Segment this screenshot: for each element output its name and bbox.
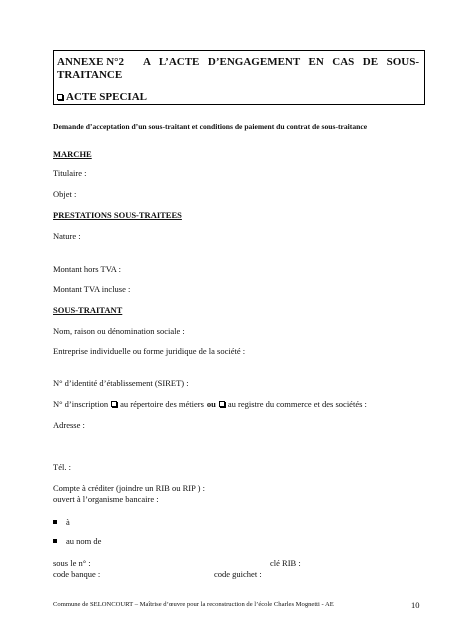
cle-rib-field: clé RIB : — [270, 558, 301, 568]
bullet-item-a — [53, 517, 70, 527]
bullet-icon — [53, 539, 57, 543]
compte-field: Compte à créditer (joindre un RIB ou RIP ) : — [53, 483, 205, 493]
adresse-field: Adresse : — [53, 420, 85, 430]
siret-field: N° d’identité d’établissement (SIRET) : — [53, 378, 189, 388]
inscription-field — [53, 399, 367, 409]
acte-special-row — [57, 91, 147, 103]
annex-number: ANNEXE N°2 — [57, 56, 125, 68]
code-guichet-field: code guichet : — [214, 569, 262, 579]
page-number: 10 — [411, 600, 420, 610]
nature-field: Nature : — [53, 231, 81, 241]
tel-field: Tél. : — [53, 462, 71, 472]
bullet-a-label: à — [66, 517, 70, 527]
montant-ht-field: Montant hors TVA : — [53, 264, 121, 274]
montant-ttc-field: Montant TVA incluse : — [53, 284, 131, 294]
bullet-icon — [53, 520, 57, 524]
prestations-heading: PRESTATIONS SOUS-TRAITEES — [53, 210, 182, 220]
titulaire-field: Titulaire : — [53, 168, 87, 178]
inscription-prefix: N° d’inscription — [53, 399, 109, 409]
inscription-option-metiers: au répertoire des métiers — [120, 399, 204, 409]
objet-field: Objet : — [53, 189, 77, 199]
acte-special-label: ACTE SPECIAL — [66, 91, 147, 103]
checkbox-icon[interactable] — [57, 94, 63, 100]
sous-traitant-heading: SOUS-TRAITANT — [53, 305, 123, 315]
marche-heading: MARCHE — [53, 149, 92, 159]
inscription-ou: ou — [206, 399, 216, 409]
bullet-item-au-nom-de — [53, 536, 101, 546]
inscription-option-registre: au registre du commerce et des sociétés : — [227, 399, 367, 409]
checkbox-icon[interactable] — [111, 401, 117, 407]
nom-field: Nom, raison ou dénomination sociale : — [53, 326, 185, 336]
code-banque-field: code banque : — [53, 569, 101, 579]
bullet-au-nom-de-label: au nom de — [66, 536, 102, 546]
forme-juridique-field: Entreprise individuelle ou forme juridique de la société : — [53, 346, 246, 356]
footer-text: Commune de SELONCOURT – Maîtrise d’œuvre pour la reconstruction de l’école Charles Mognetti - AE — [53, 601, 334, 608]
annex-title-line1: A L’ACTE D’ENGAGEMENT EN CAS DE SOUS- — [143, 56, 419, 68]
checkbox-icon[interactable] — [219, 401, 225, 407]
demand-text: Demande d’acceptation d’un sous-traitant et conditions de paiement du contrat de sous-traitance — [53, 122, 368, 131]
organisme-bancaire-field: ouvert à l’organisme bancaire : — [53, 494, 159, 504]
sous-le-no-field: sous le n° : — [53, 558, 91, 568]
annex-title-line2: TRAITANCE — [57, 69, 123, 81]
